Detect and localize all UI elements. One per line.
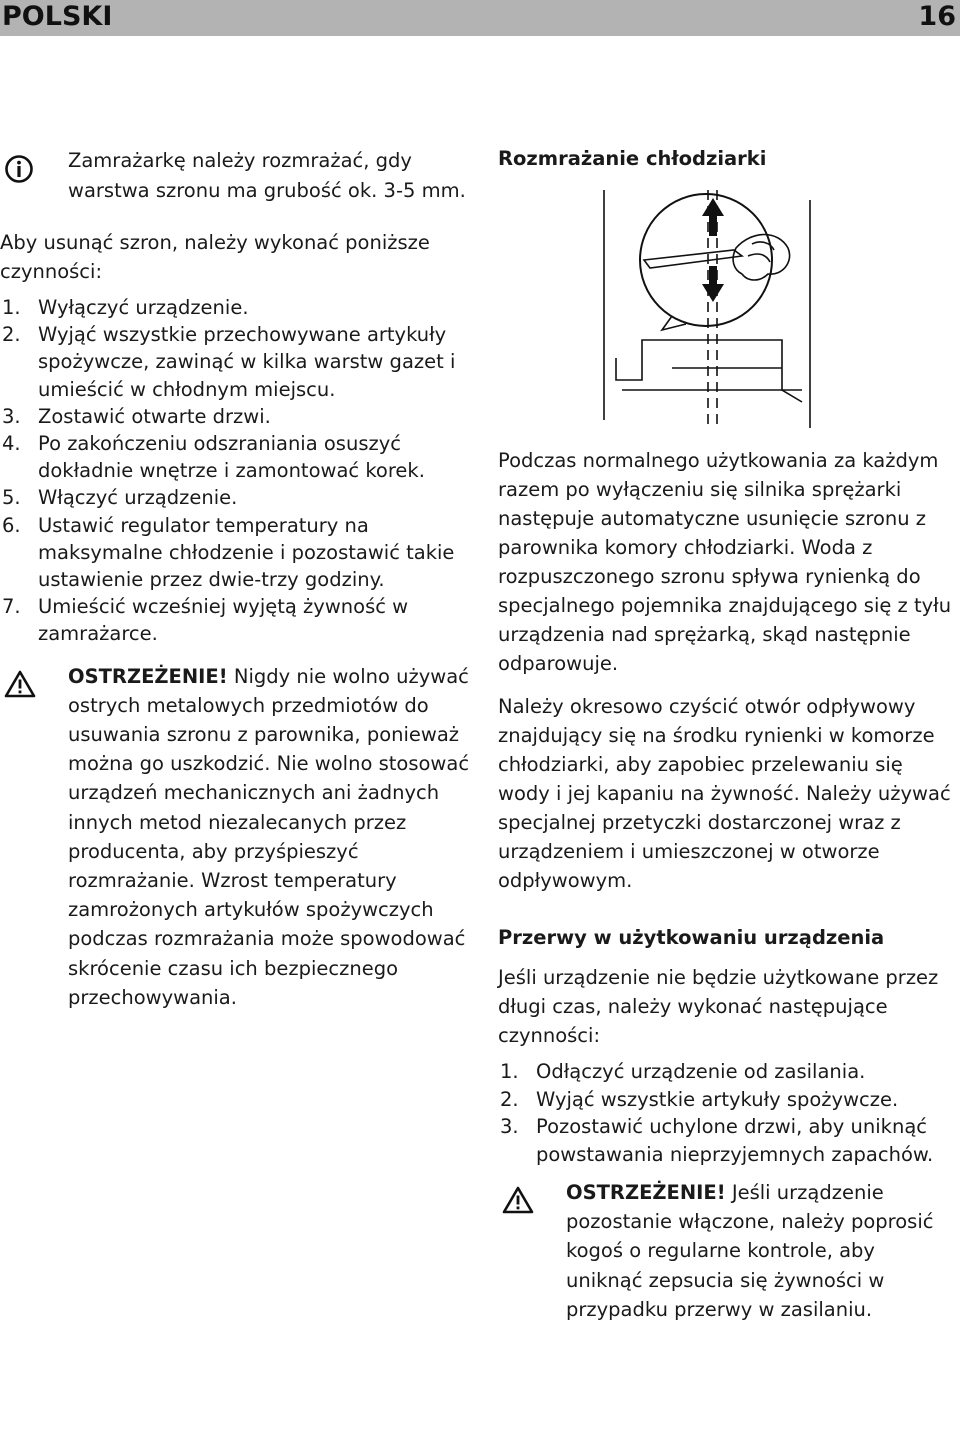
warning-text: Jeśli urządzenie pozostanie włączone, należy poprosić kogoś o regularne kontrole, aby uniknąć zepsucia się żywności w przypadku przerwy w zasilaniu. <box>566 1181 934 1321</box>
auto-defrost-paragraph: Podczas normalnego użytkowania za każdym razem po wyłączeniu się silnika sprężarki następuje automatyczne usunięcie szronu z parownika komory chłodziarki. Woda z rozpuszczonego szronu spływa rynienką do specjalnego pojemnika znajdującego się z tyłu urządzenia nad sprężarką, skąd następnie odparowuje. <box>498 449 952 675</box>
non-use-steps <box>498 1058 956 1168</box>
warning-block <box>498 1178 956 1324</box>
list-item: 3. Pozostawić uchylone drzwi, aby uniknąć powstawania nieprzyjemnych zapachów. <box>500 1115 934 1166</box>
list-item: 3. Zostawić otwarte drzwi. <box>2 404 271 428</box>
list-item: 2. Wyjąć wszystkie przechowywane artykuły spożywcze, zawinąć w kilka warstw gazet i umieścić w chłodnym miejscu. <box>2 323 456 401</box>
warning-triangle-icon <box>502 1186 534 1222</box>
drain-cleaning-illustration <box>602 190 956 432</box>
info-note-text: Zamrażarkę należy rozmrażać, gdy warstwa szronu ma grubość ok. 3-5 mm. <box>68 149 466 202</box>
defrost-steps <box>0 294 470 648</box>
list-item: 5. Włączyć urządzenie. <box>2 486 238 510</box>
section-heading-defrost-fridge: Rozmrażanie chłodziarki <box>498 147 767 170</box>
warning-label: OSTRZEŻENIE! <box>68 664 228 688</box>
page-number: 16 <box>918 1 956 32</box>
language-label: POLSKI <box>2 1 113 32</box>
list-item: 1. Odłączyć urządzenie od zasilania. <box>500 1060 866 1083</box>
section-heading-non-use: Przerwy w użytkowaniu urządzenia <box>498 926 885 949</box>
list-item: 7. Umieścić wcześniej wyjętą żywność w zamrażarce. <box>2 595 409 646</box>
warning-text: Nigdy nie wolno używać ostrych metalowych przedmiotów do usuwania szronu z parownika, ponieważ można go uszkodzić. Nie wolno stosować urządzeń mechanicznych ani żadnych innych metod niezalecanych przez producenta, aby przyśpieszyć rozmrażanie. Wzrost temperatury zamrożonych artykułów spożywczych podczas rozmrażania może spowodować skrócenie czasu ich bezpiecznego przechowywania. <box>68 664 470 1009</box>
intro-text: Aby usunąć szron, należy wykonać poniższe czynności: <box>0 231 430 283</box>
list-item: 4. Po zakończeniu odszraniania osuszyć dokładnie wnętrze i zamontować korek. <box>2 432 425 483</box>
non-use-intro: Jeśli urządzenie nie będzie użytkowane przez długi czas, należy wykonać następujące czynności: <box>498 966 939 1047</box>
warning-block <box>0 662 470 1012</box>
list-item: 1. Wyłączyć urządzenie. <box>2 296 249 319</box>
list-item: 6. Ustawić regulator temperatury na maksymalne chłodzenie i pozostawić takie ustawienie przez dwie-trzy godziny. <box>2 513 455 592</box>
info-note <box>0 146 470 206</box>
page-header <box>0 0 960 36</box>
info-icon <box>4 154 34 193</box>
list-item: 2. Wyjąć wszystkie artykuły spożywcze. <box>500 1087 899 1111</box>
drain-cleaning-paragraph: Należy okresowo czyścić otwór odpływowy znajdujący się na środku rynienki w komorze chłodziarki, aby zapobiec przelewaniu się wody i jej kapaniu na żywność. Należy używać specjalnej przetyczki dostarczonej wraz z urządzeniem i umieszczonej w otworze odpływowym. <box>498 695 951 892</box>
warning-triangle-icon <box>4 670 36 706</box>
left-column <box>0 146 470 1012</box>
warning-label: OSTRZEŻENIE! <box>566 1181 726 1204</box>
right-column <box>498 146 956 1324</box>
